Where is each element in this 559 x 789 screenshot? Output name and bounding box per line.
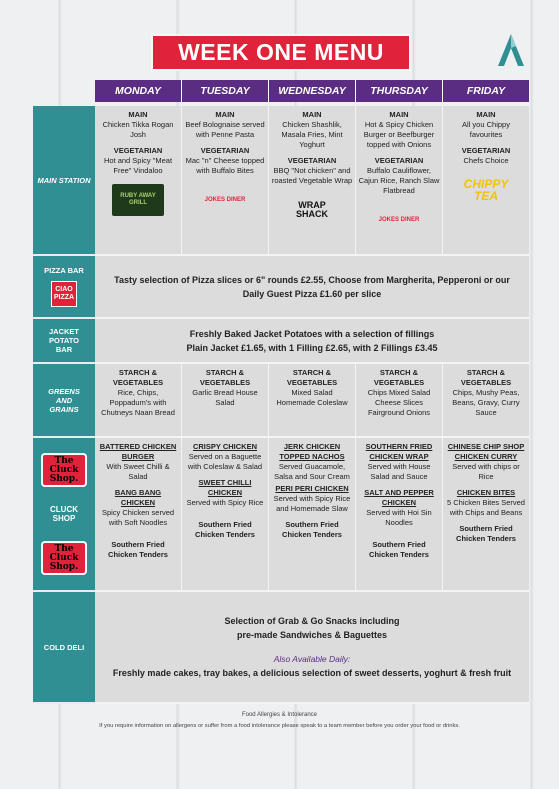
veg-heading: VEGETARIAN (113, 146, 163, 155)
cluck-shop-logo: The Cluck Shop. (41, 453, 87, 487)
cold-deli-line-1: Selection of Grab & Go Snacks including (224, 616, 400, 626)
cold-deli-section (95, 592, 529, 704)
wrap-shack-logo: WRAP SHACK (295, 200, 328, 219)
cluck-dish-2-text: Spicy Chicken served with Soft Noodles (101, 508, 175, 527)
cluck-dish-3: Southern Fried Chicken Tenders (282, 520, 342, 539)
cluck-dish-3: Southern Fried Chicken Tenders (195, 520, 255, 539)
pizza-bar-description: Tasty selection of Pizza slices or 6" rounds £2.55, Choose from Margherita, Pepperoni or our Daily Guest Pizza £1.60 per slice (114, 274, 510, 299)
main-dish: Chicken Tikka Rogan Josh (102, 120, 174, 139)
day-header-row (95, 80, 529, 102)
cluck-dish-1-heading: CHINESE CHIP SHOP CHICKEN CURRY (447, 442, 525, 461)
cluck-shop-text: CLUCK SHOP (50, 505, 78, 523)
greens-friday (443, 364, 529, 436)
main-heading: MAIN (128, 110, 148, 119)
veg-dish: BBQ "Not chicken" and roasted Vegetable Wrap (271, 166, 353, 185)
greens-wednesday (269, 364, 356, 436)
cluck-dish-1-heading: SOUTHERN FRIED CHICKEN WRAP (365, 442, 433, 461)
greens-heading: STARCH & VEGETABLES (199, 368, 251, 387)
jacket-line-2: Plain Jacket £1.65, with 1 Filling £2.65, with 2 Fillings £3.45 (186, 342, 438, 353)
chippy-tea-logo: CHIPPY TEA (463, 177, 509, 203)
day-tuesday: TUESDAY (182, 80, 269, 102)
cold-deli-text: COLD DELI (43, 642, 85, 652)
cluck-dish-2-text: 5 Chicken Bites Served with Chips and Beans (447, 498, 525, 517)
cluck-dish-1-text: Served with chips or Rice (452, 462, 520, 481)
cluck-dish-3: Southern Fried Chicken Tenders (369, 540, 429, 559)
main-friday (443, 106, 529, 254)
cluck-dish-1-text: Served Guacamole, Salsa and Sour Cream (274, 462, 350, 481)
cluck-dish-1-heading: CRISPY CHICKEN (192, 442, 258, 451)
greens-items: Chips, Mushy Peas, Beans, Gravy, Curry Sauce (452, 388, 520, 417)
cluck-dish-3: Southern Fried Chicken Tenders (456, 524, 516, 543)
jacket-line-1: Freshly Baked Jacket Potatoes with a selection of fillings (189, 328, 435, 339)
veg-heading: VEGETARIAN (461, 146, 511, 155)
greens-heading: STARCH & VEGETABLES (286, 368, 338, 387)
cold-deli-subheading: Also Available Daily: (273, 654, 351, 664)
jokes-diner-logo: JOKES DINER (204, 196, 246, 203)
main-dish: Hot & Spicy Chicken Burger or Beefburger topped with Onions (363, 120, 435, 149)
main-heading: MAIN (389, 110, 409, 119)
cold-deli-line-2: pre-made Sandwiches & Baguettes (236, 630, 388, 640)
cluck-dish-1-text: With Sweet Chilli & Salad (106, 462, 170, 481)
greens-grains-section (95, 364, 529, 438)
pizza-bar-text: PIZZA BAR (44, 266, 84, 275)
cluck-dish-2-heading: BANG BANG CHICKEN (114, 488, 162, 507)
cluck-shop-logo: The Cluck Shop. (41, 541, 87, 575)
pizza-bar-section (95, 256, 529, 319)
cluck-dish-1-text: Served on a Baguette with Coleslaw & Salad (187, 452, 263, 471)
veg-heading: VEGETARIAN (287, 156, 337, 165)
veg-dish: Mac "n" Cheese topped with Buffalo Bites (185, 156, 265, 175)
pizza-bar-label (33, 256, 95, 319)
cluck-dish-2-heading: PERI PERI CHICKEN (275, 484, 349, 493)
main-dish: Beef Bolognaise served with Penne Pasta (185, 120, 265, 139)
cluck-friday (443, 438, 529, 590)
greens-items: Chips Mixed Salad Cheese Slices Fairground Onions (367, 388, 431, 417)
cluck-dish-2-text: Served with Hoi Sin Noodles (366, 508, 432, 527)
cluck-dish-2-text: Served with Spicy Rice (186, 498, 264, 507)
veg-dish: Hot and Spicy "Meat Free" Vindaloo (103, 156, 173, 175)
veg-heading: VEGETARIAN (200, 146, 250, 155)
greens-items: Garlic Bread House Salad (192, 388, 258, 407)
greens-tuesday (182, 364, 269, 436)
main-wednesday (269, 106, 356, 254)
jacket-potato-description (95, 319, 529, 362)
cluck-dish-3: Southern Fried Chicken Tenders (108, 540, 168, 559)
main-dish: Chicken Shashlik, Masala Fries, Mint Yoghurt (281, 120, 343, 149)
allergy-notice: If you require information on allergens or suffer from a food intolerance please speak to a team member before you order your food or drinks. (99, 723, 460, 729)
main-heading: MAIN (302, 110, 322, 119)
cluck-dish-2-heading: SWEET CHILLI CHICKEN (198, 478, 252, 497)
cluck-shop-label (33, 438, 95, 592)
ruby-grill-logo: RUBY AWAY GRILL (112, 184, 164, 216)
main-thursday (356, 106, 443, 254)
cluck-wednesday (269, 438, 356, 590)
cold-deli-label (33, 592, 95, 704)
greens-items: Rice, Chips, Poppadum's with Chutneys Naan Bread (101, 388, 175, 417)
greens-thursday (356, 364, 443, 436)
jacket-potato-text: JACKET POTATO BAR (48, 327, 79, 354)
greens-monday (95, 364, 182, 436)
allergy-heading: Food Allergies & Intolerance (241, 712, 318, 718)
day-friday: FRIDAY (443, 80, 529, 102)
jacket-potato-section (95, 319, 529, 364)
cluck-dish-2-heading: SALT AND PEPPER CHICKEN (364, 488, 434, 507)
greens-items: Mixed Salad Homemade Coleslaw (276, 388, 348, 407)
main-monday (95, 106, 182, 254)
veg-dish: Buffalo Cauliflower, Cajun Rice, Ranch Slaw Flatbread (358, 166, 440, 195)
cluck-shop-section (95, 438, 529, 592)
veg-dish: Chefs Choice (463, 156, 509, 165)
main-heading: MAIN (215, 110, 235, 119)
cold-deli-line-3: Freshly made cakes, tray bakes, a delicious selection of sweet desserts, yoghurt & fresh fruit (112, 668, 512, 678)
greens-heading: STARCH & VEGETABLES (112, 368, 164, 387)
cluck-monday (95, 438, 182, 590)
cluck-dish-1-text: Served with House Salad and Sauce (367, 462, 431, 481)
main-tuesday (182, 106, 269, 254)
main-dish: All you Chippy favourites (462, 120, 510, 139)
cluck-dish-2-text: Served with Spicy Rice and Homemade Slaw (273, 494, 351, 513)
main-heading: MAIN (476, 110, 496, 119)
greens-grains-label (33, 364, 95, 438)
ciao-pizza-logo: CIAO PIZZA (51, 281, 77, 307)
cluck-tuesday (182, 438, 269, 590)
veg-heading: VEGETARIAN (374, 156, 424, 165)
page-title: WEEK ONE MENU (151, 34, 411, 71)
jokes-diner-logo: JOKES DINER (378, 216, 420, 223)
greens-grains-text: GREENS AND GRAINS (48, 386, 80, 414)
main-station-label (33, 106, 95, 256)
day-monday: MONDAY (95, 80, 182, 102)
cluck-dish-1-heading: JERK CHICKEN TOPPED NACHOS (279, 442, 345, 461)
main-station-text: MAIN STATION (37, 175, 91, 185)
cluck-thursday (356, 438, 443, 590)
jacket-potato-label (33, 319, 95, 364)
greens-heading: STARCH & VEGETABLES (460, 368, 512, 387)
cold-deli-description (95, 592, 529, 702)
cluck-dish-1-heading: BATTERED CHICKEN BURGER (99, 442, 177, 461)
day-wednesday: WEDNESDAY (269, 80, 356, 102)
main-station-section (95, 106, 529, 256)
brand-logo-icon (498, 34, 524, 66)
cluck-dish-2-heading: CHICKEN BITES (456, 488, 516, 497)
greens-heading: STARCH & VEGETABLES (373, 368, 425, 387)
day-thursday: THURSDAY (356, 80, 443, 102)
